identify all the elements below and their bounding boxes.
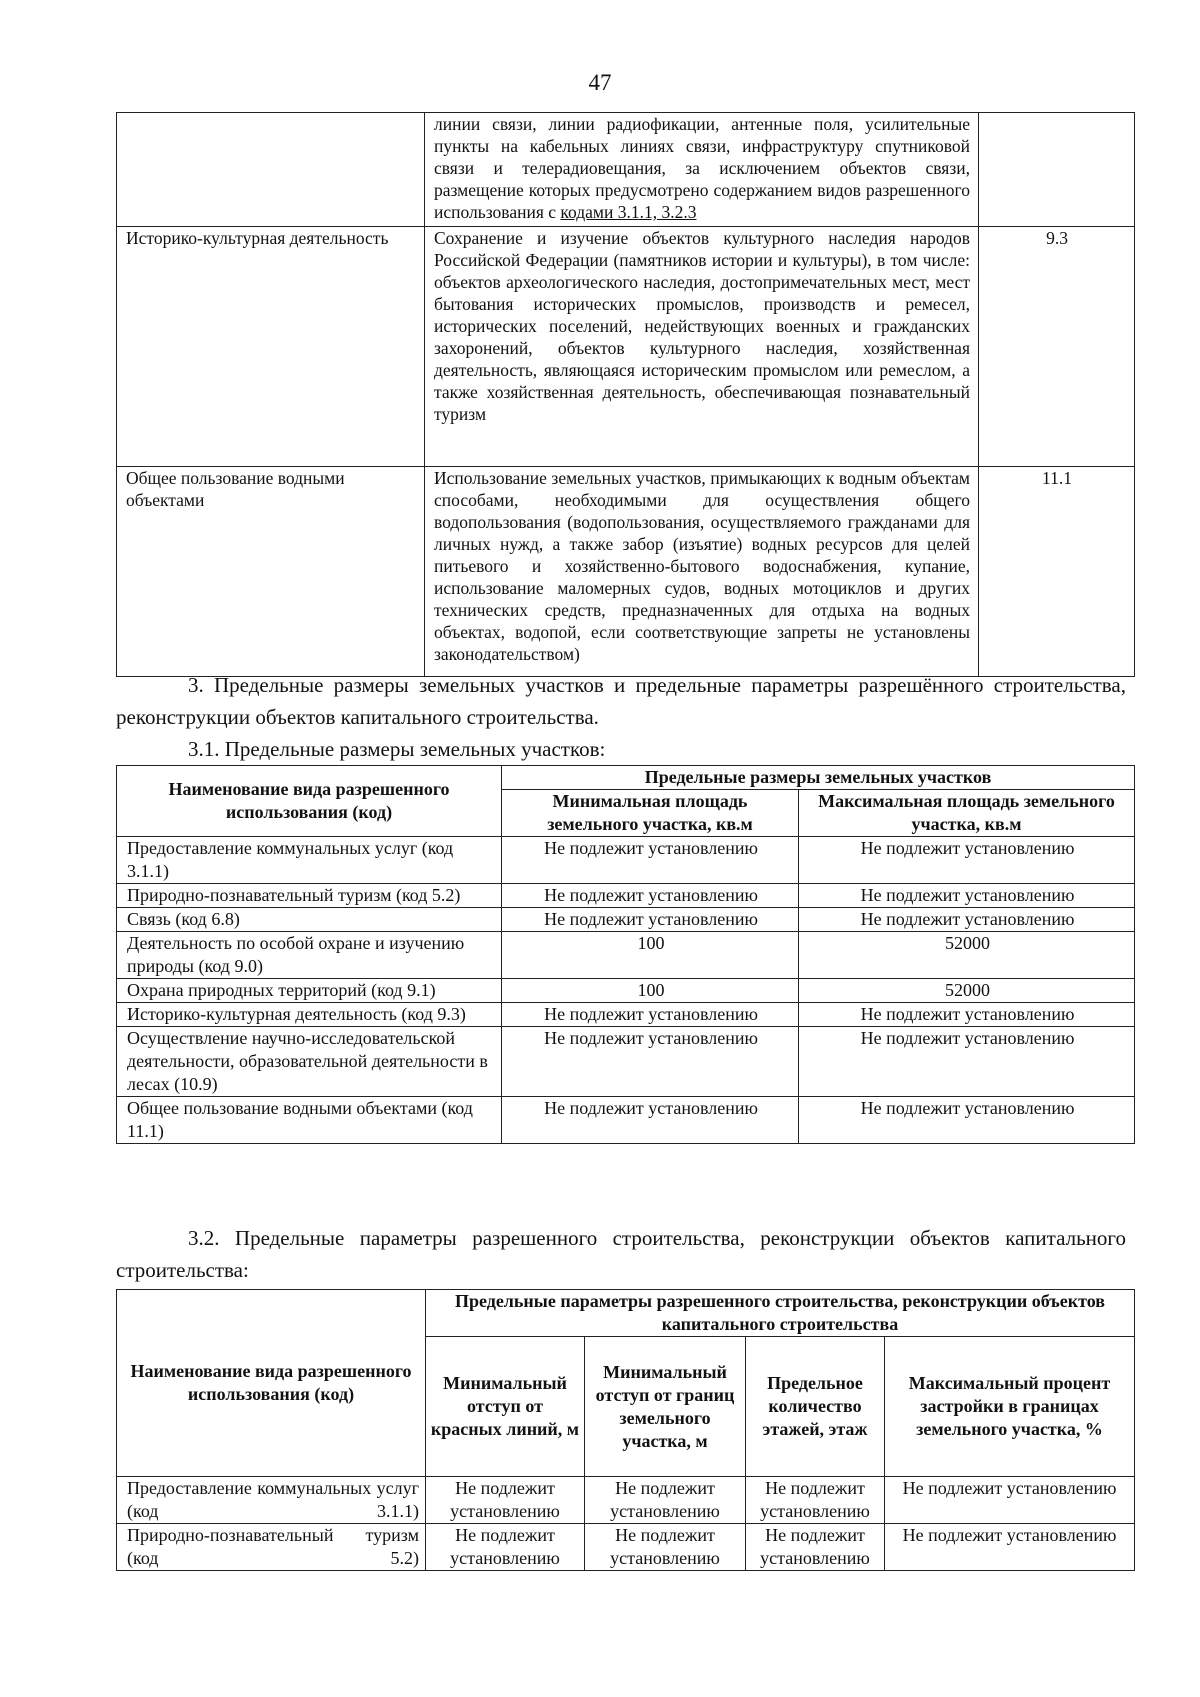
use-type-description: линии связи, линии радиофикации, антенные поля, усилительные пункты на кабельных линиях связи, инфраструктуру спутниковой связи и телерадиовещания, за исключением объектов связи, размещение которых предусмотрено содержанием видов разрешенного использования с кодами 3.1.1, 3.2.3 <box>425 113 979 227</box>
row-max-area: 52000 <box>799 932 1135 979</box>
table-row <box>117 1003 1135 1027</box>
row-max-area: Не подлежит установлению <box>799 884 1135 908</box>
row-use-type: Осуществление научно-исследовательской деятельности, образовательной деятельности в лесах (10.9) <box>117 1027 502 1097</box>
row-boundary-setback: Не подлежит установлению <box>585 1477 746 1524</box>
use-type-name: Общее пользование водными объектами <box>117 467 425 677</box>
column-header-group: Предельные размеры земельных участков <box>502 766 1135 790</box>
table-row <box>117 227 1135 467</box>
table-row <box>117 908 1135 932</box>
row-min-area: Не подлежит установлению <box>502 1003 799 1027</box>
table-row <box>117 884 1135 908</box>
page-number: 47 <box>588 70 612 95</box>
row-max-area: Не подлежит установлению <box>799 1097 1135 1144</box>
codes-link: кодами 3.1.1, 3.2.3 <box>560 202 697 222</box>
land-use-types-table <box>116 112 1135 677</box>
row-min-area: Не подлежит установлению <box>502 1097 799 1144</box>
column-header-coverage: Максимальный процент застройки в границах земельного участка, % <box>885 1337 1135 1477</box>
table-row <box>117 467 1135 677</box>
row-max-area: Не подлежит установлению <box>799 837 1135 884</box>
row-use-type: Природно-познавательный туризм (код 5.2) <box>117 1524 426 1571</box>
use-type-code <box>979 113 1135 227</box>
use-type-name <box>117 113 425 227</box>
row-min-area: 100 <box>502 979 799 1003</box>
row-min-area: Не подлежит установлению <box>502 908 799 932</box>
use-type-code: 9.3 <box>979 227 1135 467</box>
row-min-area: 100 <box>502 932 799 979</box>
row-max-area: 52000 <box>799 979 1135 1003</box>
row-max-area: Не подлежит установлению <box>799 1027 1135 1097</box>
column-header-boundary-setback: Минимальный отступ от границ земельного участка, м <box>585 1337 746 1477</box>
row-floors: Не подлежит установлению <box>746 1524 885 1571</box>
row-coverage: Не подлежит установлению <box>885 1477 1135 1524</box>
row-red-lines-setback: Не подлежит установлению <box>426 1477 585 1524</box>
row-min-area: Не подлежит установлению <box>502 884 799 908</box>
column-header-min-area: Минимальная площадь земельного участка, кв.м <box>502 790 799 837</box>
column-header-red-lines-setback: Минимальный отступ от красных линий, м <box>426 1337 585 1477</box>
table-row <box>117 113 1135 227</box>
table-row <box>117 837 1135 884</box>
table-row <box>117 932 1135 979</box>
table-row <box>117 1027 1135 1097</box>
column-header-group: Предельные параметры разрешенного строительства, реконструкции объектов капитального строительства <box>426 1290 1135 1337</box>
row-use-type: Предоставление коммунальных услуг (код 3.1.1) <box>117 837 502 884</box>
column-header-use-type: Наименование вида разрешенного использования (код) <box>117 766 502 837</box>
row-coverage: Не подлежит установлению <box>885 1524 1135 1571</box>
section-3-heading: 3. Предельные размеры земельных участков и предельные параметры разрешённого строительства, реконструкции объектов капитального строительства. <box>116 673 1126 729</box>
row-use-type: Охрана природных территорий (код 9.1) <box>117 979 502 1003</box>
row-red-lines-setback: Не подлежит установлению <box>426 1524 585 1571</box>
row-use-type: Деятельность по особой охране и изучению природы (код 9.0) <box>117 932 502 979</box>
row-floors: Не подлежит установлению <box>746 1477 885 1524</box>
table-header-row <box>117 766 1135 790</box>
row-use-type: Предоставление коммунальных услуг (код 3.1.1) <box>117 1477 426 1524</box>
use-type-name: Историко-культурная деятельность <box>117 227 425 467</box>
row-max-area: Не подлежит установлению <box>799 1003 1135 1027</box>
table-row <box>117 1097 1135 1144</box>
use-type-description: Использование земельных участков, примыкающих к водным объектам способами, необходимыми для осуществления общего водопользования (водопользования, осуществляемого гражданами для личных нужд, а также забор (изъятие) водных ресурсов для целей питьевого и хозяйственно-бытового водоснабжения, купание, использование маломерных судов, водных мотоциклов и других технических средств, предназначенных для отдыха на водных объектах, водопой, если соответствующие запреты не установлены законодательством) <box>425 467 979 677</box>
column-header-floors: Предельное количество этажей, этаж <box>746 1337 885 1477</box>
table-header-row <box>117 1290 1135 1337</box>
section-3-1-heading: 3.1. Предельные размеры земельных участков: <box>188 737 606 761</box>
row-use-type: Природно-познавательный туризм (код 5.2) <box>117 884 502 908</box>
row-max-area: Не подлежит установлению <box>799 908 1135 932</box>
column-header-max-area: Максимальная площадь земельного участка, кв.м <box>799 790 1135 837</box>
row-use-type: Связь (код 6.8) <box>117 908 502 932</box>
column-header-use-type: Наименование вида разрешенного использования (код) <box>117 1290 426 1477</box>
plot-sizes-table <box>116 765 1135 1144</box>
table-row <box>117 1477 1135 1524</box>
table-row <box>117 1524 1135 1571</box>
construction-params-table <box>116 1289 1135 1571</box>
row-min-area: Не подлежит установлению <box>502 837 799 884</box>
row-min-area: Не подлежит установлению <box>502 1027 799 1097</box>
use-type-description: Сохранение и изучение объектов культурного наследия народов Российской Федерации (памятников истории и культуры), в том числе: объектов археологического наследия, достопримечательных мест, мест бытования исторических промыслов, производств и ремесел, исторических поселений, недействующих военных и гражданских захоронений, объектов культурного наследия, хозяйственная деятельность, являющаяся историческим промыслом или ремеслом, а также хозяйственная деятельность, обеспечивающая познавательный туризм <box>425 227 979 467</box>
row-boundary-setback: Не подлежит установлению <box>585 1524 746 1571</box>
section-3-2-heading: 3.2. Предельные параметры разрешенного строительства, реконструкции объектов капитального строительства: <box>116 1226 1126 1282</box>
row-use-type: Историко-культурная деятельность (код 9.3) <box>117 1003 502 1027</box>
use-type-code: 11.1 <box>979 467 1135 677</box>
table-row <box>117 979 1135 1003</box>
row-use-type: Общее пользование водными объектами (код 11.1) <box>117 1097 502 1144</box>
